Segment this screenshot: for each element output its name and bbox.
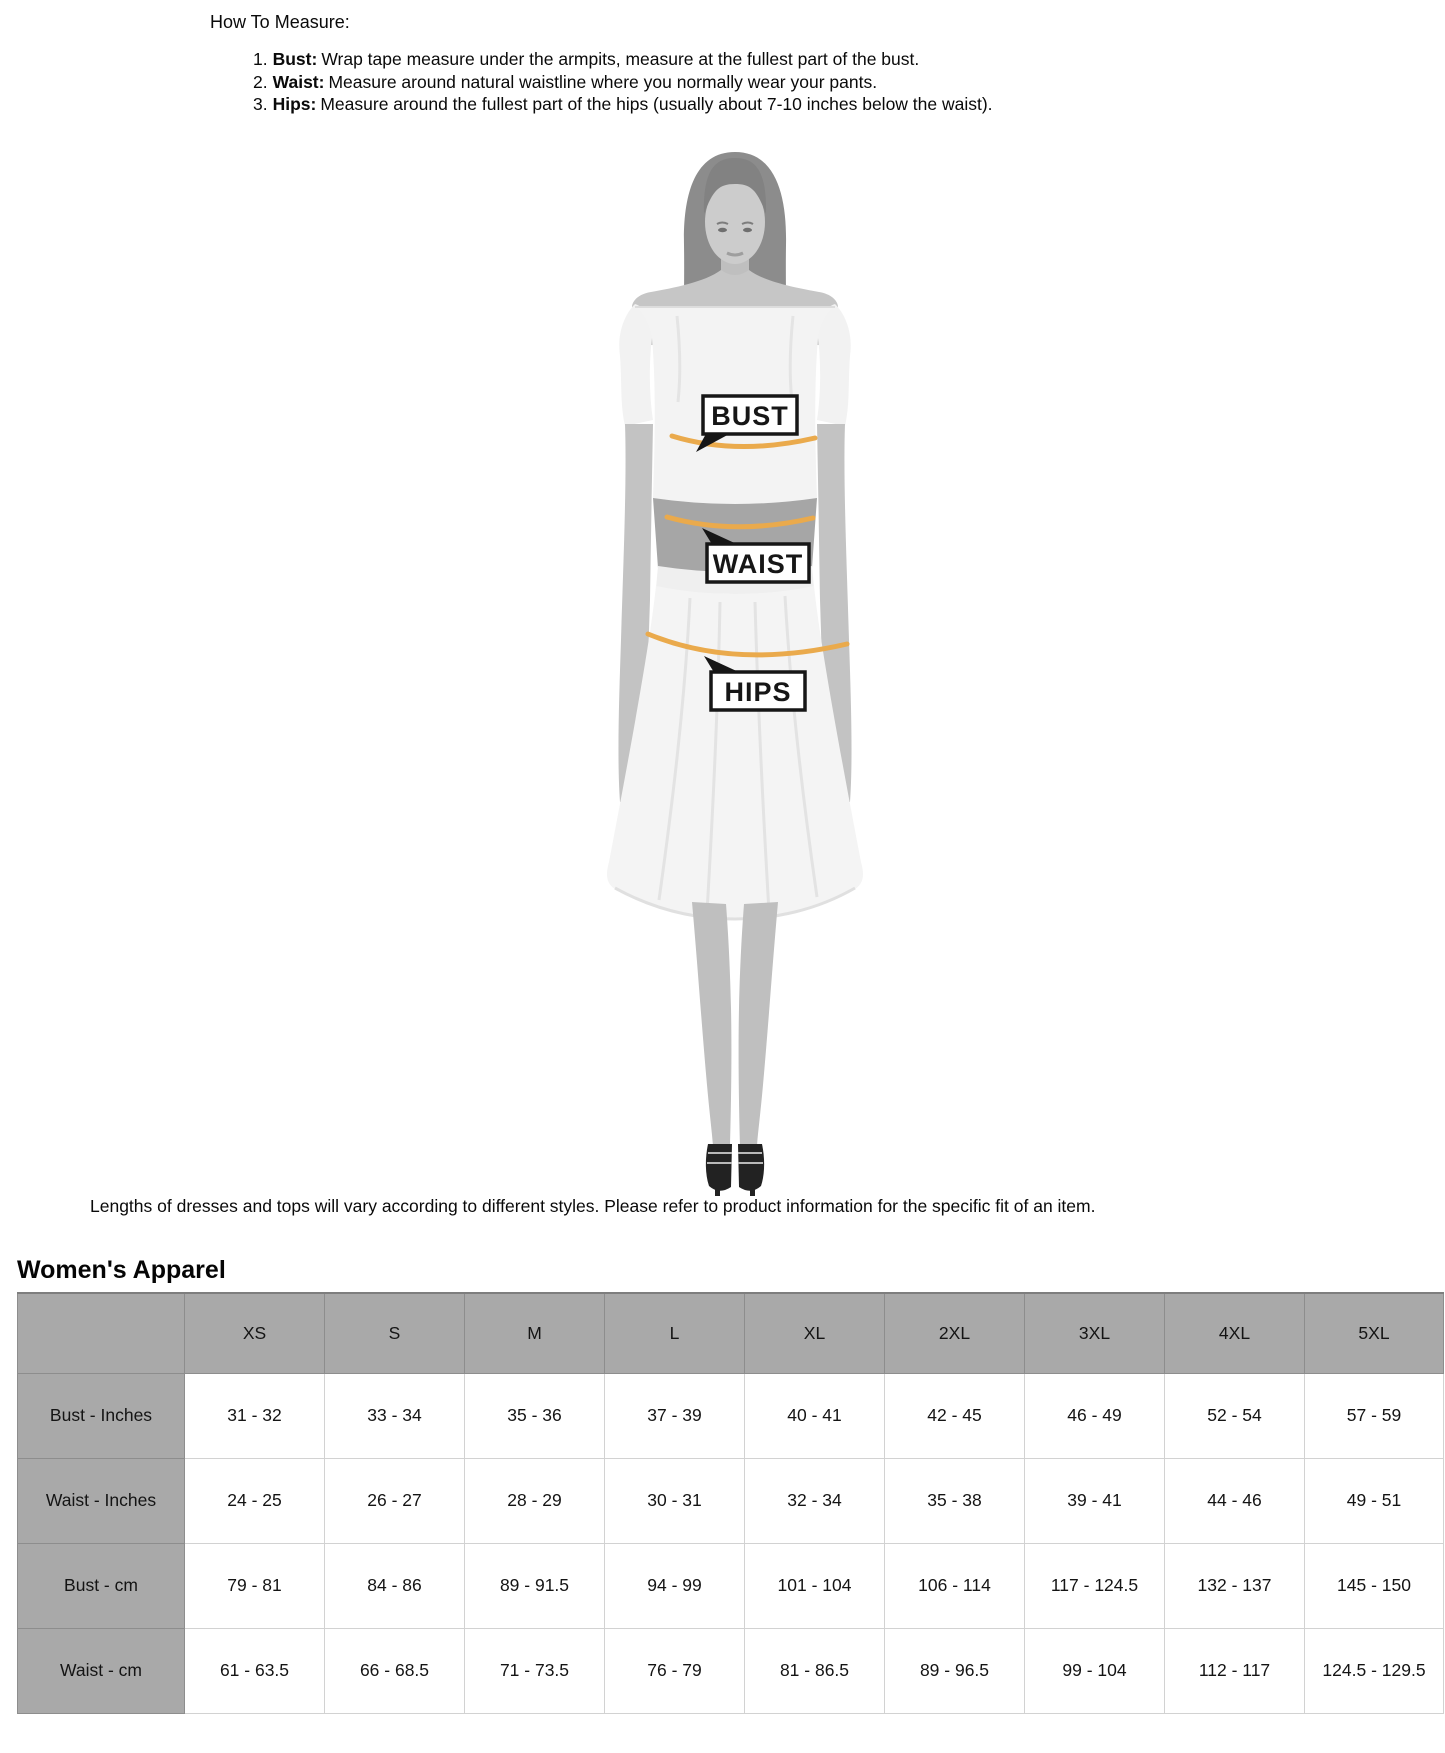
size-cell: 31 - 32 xyxy=(185,1373,325,1458)
size-column-header: 4XL xyxy=(1165,1293,1305,1373)
size-cell: 39 - 41 xyxy=(1025,1458,1165,1543)
model-heel xyxy=(715,1186,720,1196)
row-label: Bust - Inches xyxy=(18,1373,185,1458)
step-label: Waist: xyxy=(272,71,325,92)
row-label: Bust - cm xyxy=(18,1543,185,1628)
measurement-model-figure xyxy=(555,140,915,1200)
size-header-row xyxy=(18,1293,1444,1373)
size-column-header: M xyxy=(465,1293,605,1373)
hips-tag-label: HIPS xyxy=(724,677,792,707)
size-cell: 71 - 73.5 xyxy=(465,1628,605,1713)
size-cell: 79 - 81 xyxy=(185,1543,325,1628)
size-chart-table xyxy=(17,1292,1444,1714)
size-cell: 52 - 54 xyxy=(1165,1373,1305,1458)
size-cell: 28 - 29 xyxy=(465,1458,605,1543)
measure-step-bust xyxy=(253,48,993,71)
how-to-measure-title: How To Measure: xyxy=(210,12,350,32)
size-cell: 84 - 86 xyxy=(325,1543,465,1628)
size-cell: 44 - 46 xyxy=(1165,1458,1305,1543)
size-cell: 145 - 150 xyxy=(1305,1543,1444,1628)
bust-tag-label: BUST xyxy=(711,401,789,431)
size-column-header: 2XL xyxy=(885,1293,1025,1373)
size-cell: 112 - 117 xyxy=(1165,1628,1305,1713)
model-eye xyxy=(718,228,727,232)
size-cell: 99 - 104 xyxy=(1025,1628,1165,1713)
size-cell: 37 - 39 xyxy=(605,1373,745,1458)
table-row-waist-cm xyxy=(18,1628,1444,1713)
table-row-waist-inches xyxy=(18,1458,1444,1543)
measure-steps-list xyxy=(253,48,993,116)
size-cell: 40 - 41 xyxy=(745,1373,885,1458)
step-label: Bust: xyxy=(272,49,318,69)
model-illustration xyxy=(555,140,915,1200)
size-cell: 42 - 45 xyxy=(885,1373,1025,1458)
size-cell: 132 - 137 xyxy=(1165,1543,1305,1628)
measure-step-waist xyxy=(253,71,993,94)
model-shoe-left xyxy=(706,1144,732,1191)
corner-cell xyxy=(18,1293,185,1373)
size-column-header: L xyxy=(605,1293,745,1373)
row-label: Waist - Inches xyxy=(18,1458,185,1543)
table-row-bust-inches xyxy=(18,1373,1444,1458)
size-cell: 49 - 51 xyxy=(1305,1458,1444,1543)
fit-note: Lengths of dresses and tops will vary according to different styles. Please refer to product information for the specific fit of an item. xyxy=(90,1196,1096,1216)
size-cell: 46 - 49 xyxy=(1025,1373,1165,1458)
step-text: Measure around the fullest part of the hips (usually about 7-10 inches below the waist). xyxy=(320,94,993,115)
size-cell: 35 - 36 xyxy=(465,1373,605,1458)
size-cell: 66 - 68.5 xyxy=(325,1628,465,1713)
size-cell: 57 - 59 xyxy=(1305,1373,1444,1458)
size-cell: 106 - 114 xyxy=(885,1543,1025,1628)
size-cell: 124.5 - 129.5 xyxy=(1305,1628,1444,1713)
size-cell: 30 - 31 xyxy=(605,1458,745,1543)
step-number: 1. xyxy=(253,49,268,69)
step-text: Wrap tape measure under the armpits, measure at the fullest part of the bust. xyxy=(321,49,920,69)
size-cell: 33 - 34 xyxy=(325,1373,465,1458)
model-heel xyxy=(750,1186,755,1196)
size-cell: 76 - 79 xyxy=(605,1628,745,1713)
size-column-header: XS xyxy=(185,1293,325,1373)
size-cell: 35 - 38 xyxy=(885,1458,1025,1543)
row-label: Waist - cm xyxy=(18,1628,185,1713)
size-column-header: 3XL xyxy=(1025,1293,1165,1373)
model-leg-left xyxy=(692,902,731,1146)
step-number: 3. xyxy=(253,94,268,115)
model-leg-right xyxy=(739,902,778,1146)
size-cell: 32 - 34 xyxy=(745,1458,885,1543)
size-column-header: XL xyxy=(745,1293,885,1373)
size-cell: 101 - 104 xyxy=(745,1543,885,1628)
size-cell: 26 - 27 xyxy=(325,1458,465,1543)
model-shoe-right xyxy=(738,1144,764,1191)
model-eye xyxy=(743,228,752,232)
waist-tag-label: WAIST xyxy=(712,549,804,579)
measure-step-hips xyxy=(253,93,993,116)
size-cell: 61 - 63.5 xyxy=(185,1628,325,1713)
size-cell: 89 - 91.5 xyxy=(465,1543,605,1628)
step-text: Measure around natural waistline where you normally wear your pants. xyxy=(328,71,878,92)
size-cell: 89 - 96.5 xyxy=(885,1628,1025,1713)
size-column-header: S xyxy=(325,1293,465,1373)
step-number: 2. xyxy=(253,71,268,92)
size-cell: 94 - 99 xyxy=(605,1543,745,1628)
size-cell: 117 - 124.5 xyxy=(1025,1543,1165,1628)
section-title-womens-apparel: Women's Apparel xyxy=(17,1256,226,1284)
size-column-header: 5XL xyxy=(1305,1293,1444,1373)
size-cell: 24 - 25 xyxy=(185,1458,325,1543)
table-row-bust-cm xyxy=(18,1543,1444,1628)
step-label: Hips: xyxy=(272,94,317,115)
size-cell: 81 - 86.5 xyxy=(745,1628,885,1713)
